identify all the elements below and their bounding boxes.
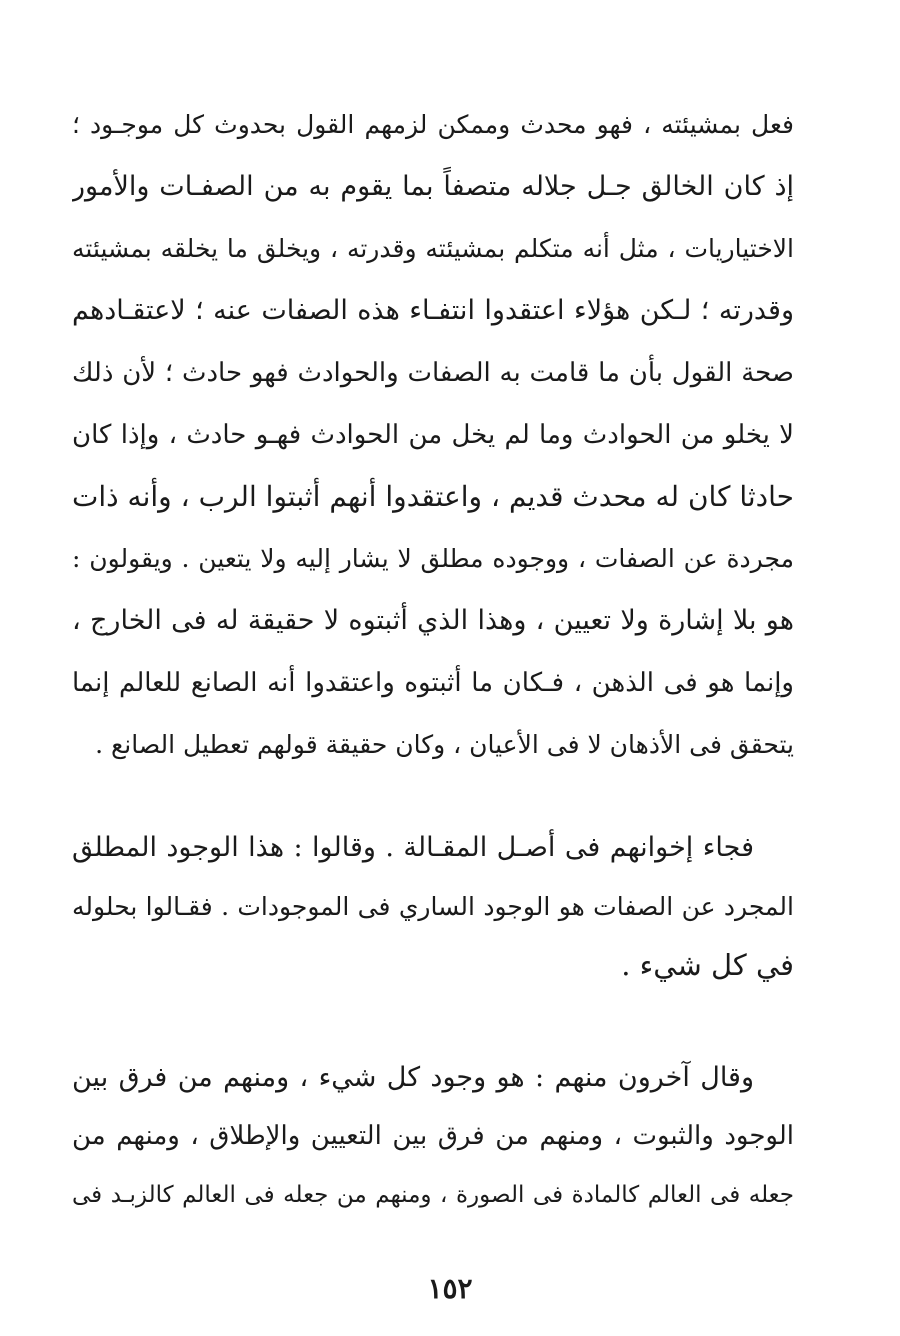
text-line: صحة القول بأن ما قامت به الصفات والحوادث فهو حادث ؛ لأن ذلك (72, 358, 794, 388)
paragraph-1 (72, 94, 794, 776)
text-line: في كل شيء . (621, 948, 794, 982)
text-line: الوجود والثبوت ، ومنهم من فرق بين التعيين والإطلاق ، ومنهم من (72, 1121, 794, 1151)
text-line: جعله فى العالم كالمادة فى الصورة ، ومنهم من جعله فى العالم كالزبـد فى (72, 1182, 794, 1208)
text-line: هو بلا إشارة ولا تعيين ، وهذا الذي أثبتوه لا حقيقة له فى الخارج ، (72, 605, 794, 636)
text-line: وقال آخرون منهم : هو وجود كل شيء ، ومنهم من فرق بين (72, 1062, 754, 1093)
page-number: ١٥٢ (427, 1272, 473, 1305)
paragraph-3 (72, 1048, 794, 1225)
text-line: فجاء إخوانهم فى أصـل المقـالة . وقالوا : هذا الوجود المطلق (72, 832, 754, 863)
text-line: يتحقق فى الأذهان لا فى الأعيان ، وكان حقيقة قولهم تعطيل الصانع . (95, 730, 794, 759)
text-line: وإنما هو فى الذهن ، فـكان ما أثبتوه واعتقدوا أنه الصانع للعالم إنما (72, 668, 794, 698)
text-line: المجرد عن الصفات هو الوجود الساري فى الموجودات . فقـالوا بحلوله (72, 892, 794, 921)
text-line: لا يخلو من الحوادث وما لم يخل من الحوادث فهـو حادث ، وإذا كان (72, 420, 794, 450)
text-line: الاختياريات ، مثل أنه متكلم بمشيئته وقدرته ، ويخلق ما يخلقه بمشيئته (72, 234, 794, 263)
text-line: فعل بمشيئته ، فهو محدث وممكن لزمهم القول بحدوث كل موجـود ؛ (72, 110, 794, 139)
paragraph-2 (72, 818, 794, 995)
text-line: إذ كان الخالق جـل جلاله متصفاً بما يقوم به من الصفـات والأمور (72, 171, 794, 202)
text-line: وقدرته ؛ لـكن هؤلاء اعتقدوا انتفـاء هذه الصفات عنه ؛ لاعتقـادهم (72, 295, 794, 326)
text-line: مجردة عن الصفات ، ووجوده مطلق لا يشار إليه ولا يتعين . ويقولون : (72, 544, 794, 573)
text-line: حادثا كان له محدث قديم ، واعتقدوا أنهم أثبتوا الرب ، وأنه ذات (72, 480, 794, 513)
